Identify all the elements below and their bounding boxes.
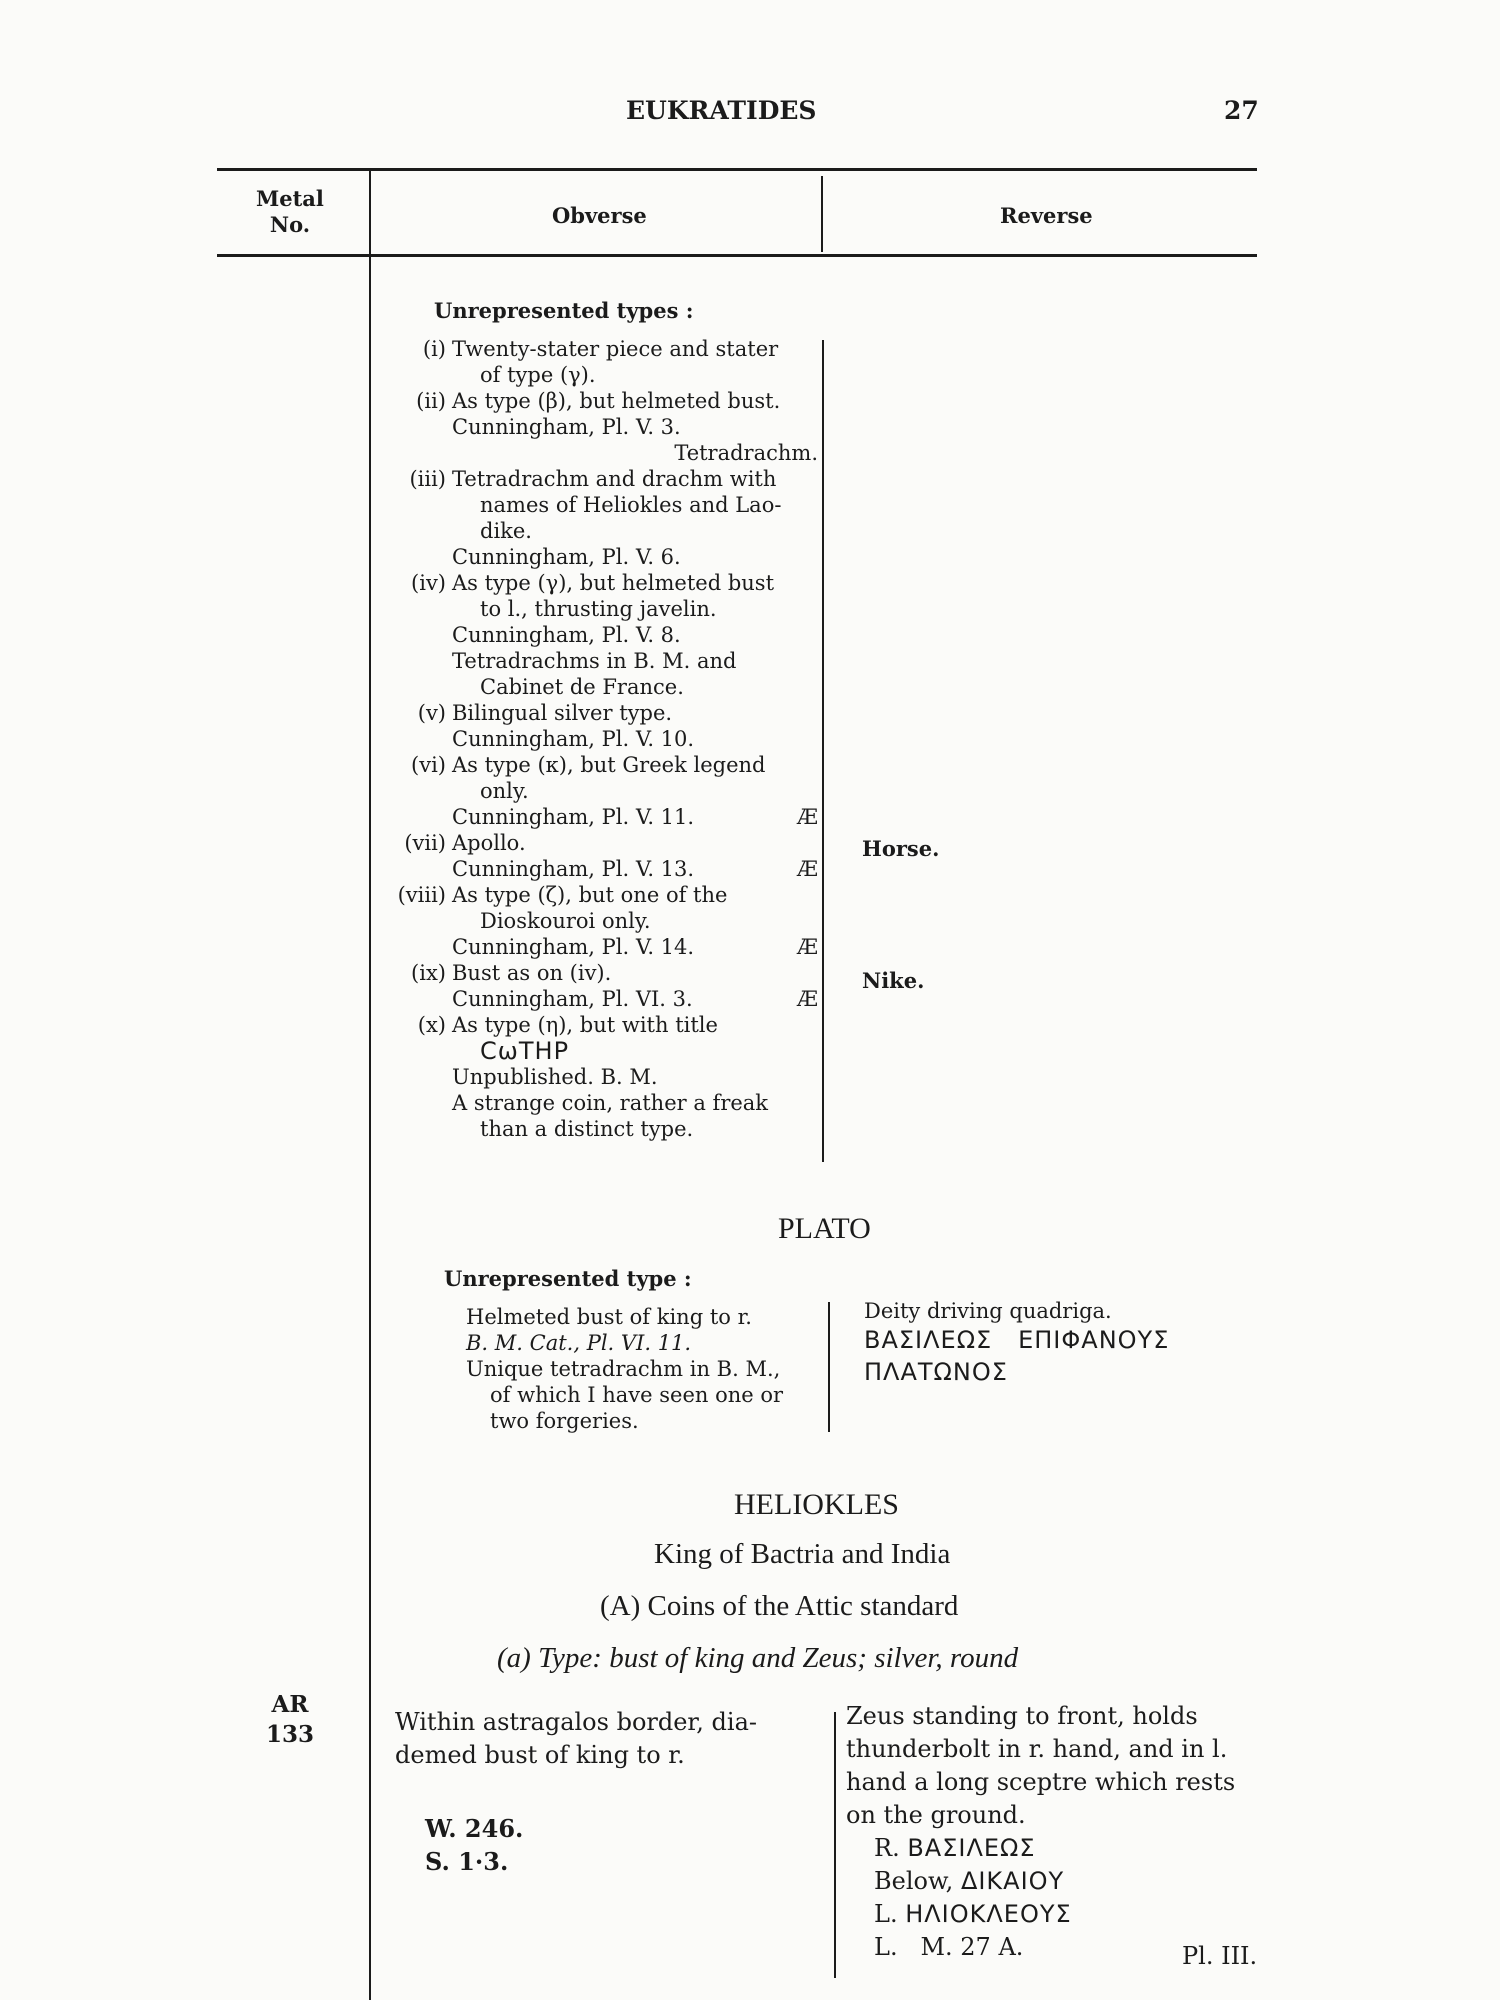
- plato-divider: [828, 1302, 830, 1432]
- heliokles-subtitle: King of Bactria and India: [654, 1538, 951, 1570]
- metal-column-header: Metal No.: [256, 186, 324, 237]
- type-line: (a) Type: bust of king and Zeus; silver, round: [497, 1642, 1019, 1674]
- reverse-horse: Horse.: [862, 836, 940, 861]
- plato-unrepresented-heading: Unrepresented type :: [444, 1266, 692, 1291]
- plato-heading: PLATO: [778, 1212, 871, 1245]
- heliokles-reverse: Zeus standing to front, holds thunderbolt in r. hand, and in l. hand a long sceptre which rests on the ground. R. ΒΑΣΙΛΕΩΣ Below, ΔΙΚΑΙΟΥ L. ΗΛΙΟΚΛΕΟΥΣ L. M. 27 A.: [846, 1700, 1235, 1964]
- list-item: (v) Bilingual silver type.: [417, 701, 673, 725]
- reverse-nike: Nike.: [862, 968, 925, 993]
- greek-legend: CωTHP: [480, 1037, 570, 1065]
- obverse-reverse-header-divider: [821, 176, 823, 252]
- table-top-rule: [217, 168, 1257, 171]
- plato-obverse: Helmeted bust of king to r. B. M. Cat., Pl. VI. 11. Unique tetradrachm in B. M., of which I have seen one or two forgeries.: [466, 1305, 784, 1433]
- greek-legend: ΗΛΙΟΚΛΕΟΥΣ: [905, 1900, 1072, 1928]
- heliokles-heading: HELIOKLES: [734, 1488, 899, 1521]
- reverse-column-header: Reverse: [1000, 203, 1093, 228]
- list-item: (iv) As type (γ), but helmeted bust: [411, 571, 775, 595]
- metal-symbol: Æ: [796, 857, 818, 881]
- heliokles-obverse: Within astragalos border, dia- demed bust of king to r.: [395, 1708, 757, 1769]
- metal-symbol: Æ: [796, 805, 818, 829]
- heliokles-references: W. 246. S. 1·3.: [425, 1814, 524, 1876]
- metal-symbol: AR: [271, 1691, 309, 1718]
- unrepresented-heading: Unrepresented types :: [434, 298, 694, 323]
- plato-reverse: Deity driving quadriga. ΒΑΣΙΛΕΩΣ ΕΠΙΦΑΝΟΥΣ ΠΛΑΤΩΝΟΣ: [864, 1299, 1170, 1386]
- list-item: (ii) As type (β), but helmeted bust.: [416, 389, 781, 413]
- metal-number: AR 133: [266, 1691, 315, 1748]
- greek-legend: ΔΙΚΑΙΟΥ: [960, 1867, 1065, 1895]
- heliokles-divider: [834, 1712, 836, 1978]
- list-item: (i) Twenty-stater piece and stater: [422, 337, 779, 361]
- list-item: (iii) Tetradrachm and drachm with: [409, 467, 777, 491]
- list-item: (ix) Bust as on (iv).: [411, 961, 612, 985]
- table-header-rule: [217, 254, 1257, 257]
- metal-symbol: Æ: [796, 935, 818, 959]
- list-item: (vi) As type (κ), but Greek legend: [411, 753, 766, 777]
- metal-symbol: Æ: [796, 987, 818, 1011]
- page-number: 27: [1224, 96, 1259, 125]
- obverse-column-header: Obverse: [552, 203, 647, 228]
- unrepresented-divider: [822, 340, 824, 1162]
- page-title: EUKRATIDES: [626, 96, 817, 125]
- collection-reference: L. M. 27 A.: [874, 1933, 1024, 1961]
- greek-legend: ΠΛΑΤΩΝΟΣ: [864, 1358, 1008, 1386]
- unrepresented-types-list: (i) Twenty-stater piece and stater of type (γ). (ii) As type (β), but helmeted bust. Cunningham, Pl. V. 3. Tetradrachm. (iii) Tetradrachm and drachm with names of Heliokles and Lao- dike. Cunningham, Pl. V. 6. (iv) As type (γ), but helmeted bust to l., thrusting javelin. Cunningham, Pl. V. 8. Tetradrachms in B. M. and Cabinet de France. (v) Bilingual silver type. Cunningham, Pl. V. 10. (vi) As type (κ), but Greek legend only. Cunningham, Pl. V. 11. Æ (vii) Apollo. Cunningham, Pl. V. 13. Æ (viii) As type (ζ), but one of the Dioskouroi only. Cunningham, Pl. V. 14. Æ (ix) Bust as on (iv). Cunningham, Pl. VI. 3. Æ (x) As type (η), but with title CωTHP Unpublished. B. M. A strange coin, rather a freak than a distinct type.: [388, 336, 818, 1142]
- standard-section-heading: (A) Coins of the Attic standard: [600, 1590, 959, 1622]
- metal-column-divider: [369, 170, 371, 2000]
- list-item: (vii) Apollo.: [404, 831, 526, 855]
- plate-reference: Pl. III.: [1182, 1942, 1258, 1970]
- list-item: (x) As type (η), but with title: [417, 1013, 718, 1037]
- greek-legend: ΒΑΣΙΛΕΩΣ ΕΠΙΦΑΝΟΥΣ: [864, 1326, 1170, 1354]
- greek-legend: ΒΑΣΙΛΕΩΣ: [907, 1834, 1036, 1862]
- list-item: (viii) As type (ζ), but one of the: [397, 883, 728, 907]
